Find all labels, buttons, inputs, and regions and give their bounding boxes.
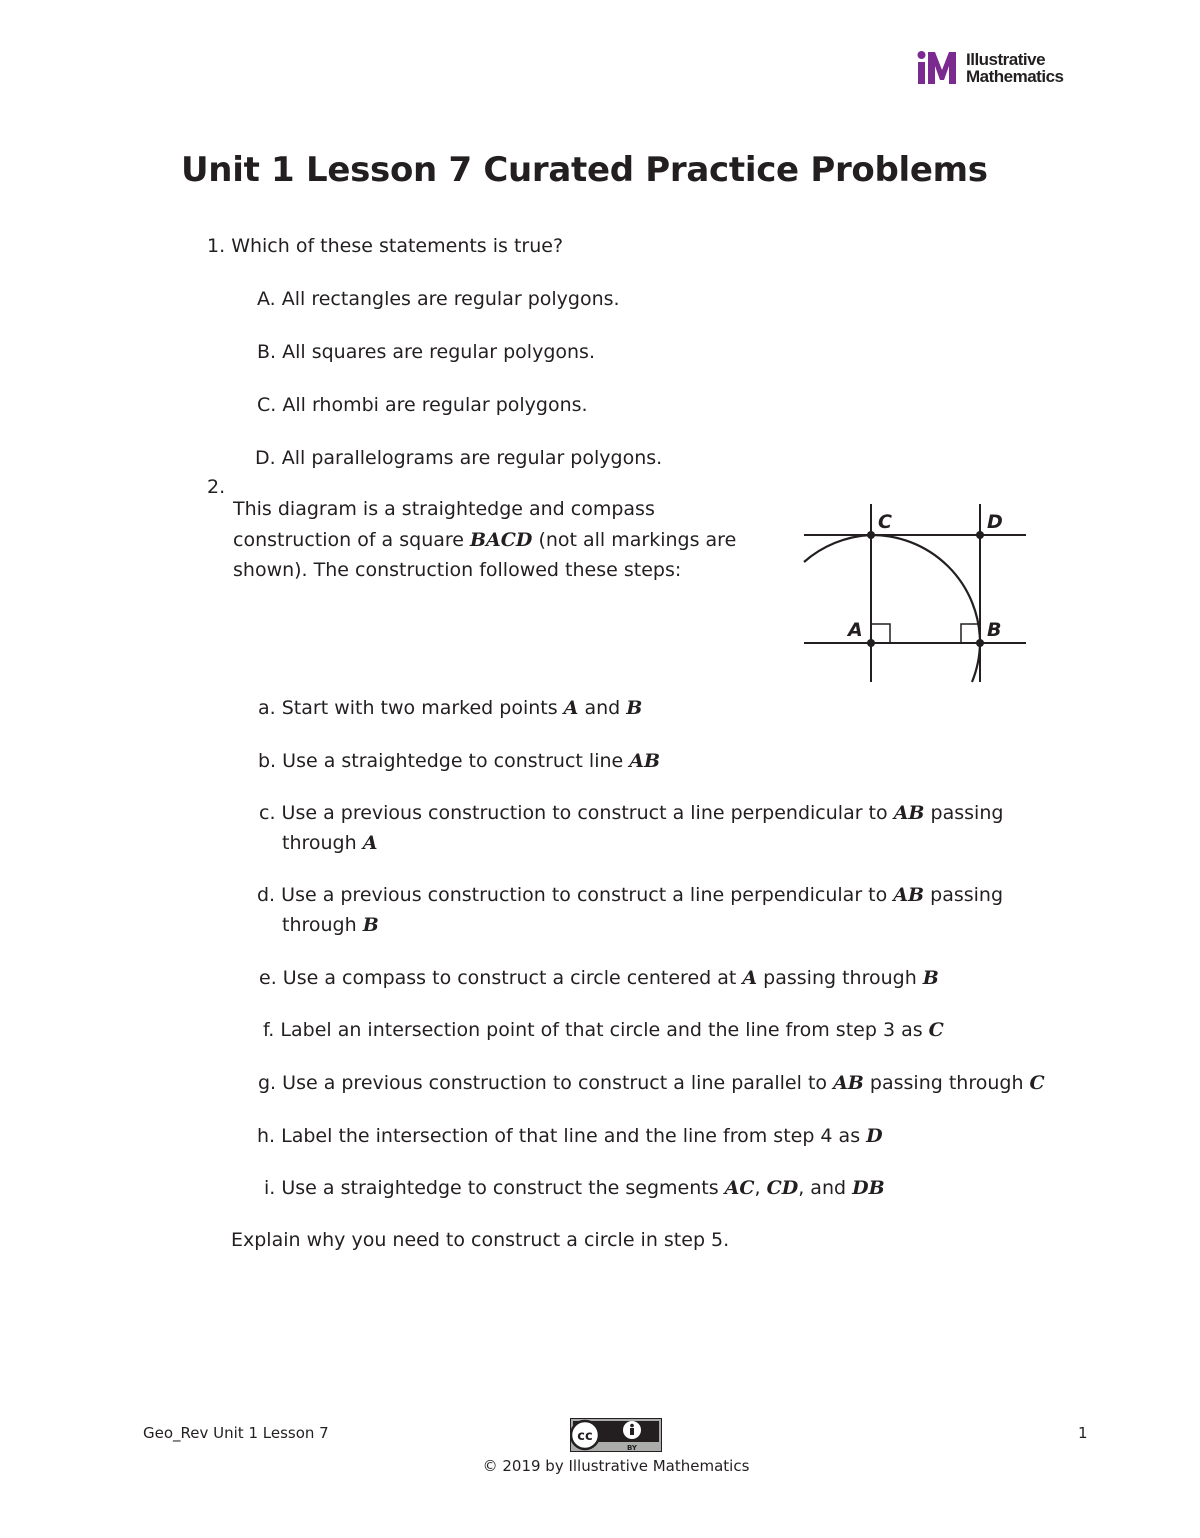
page-number: 1 — [1078, 1424, 1088, 1442]
step-b — [258, 749, 660, 773]
math-var: B — [626, 697, 643, 719]
option-c — [257, 393, 588, 417]
step-d-continued — [282, 913, 379, 937]
text: Start with two marked points — [281, 697, 564, 719]
math-var: CD — [766, 1177, 799, 1199]
math-var: A — [742, 967, 758, 989]
text: Label the intersection of that line and the line from step 4 as — [281, 1125, 867, 1147]
label-c: C — [878, 511, 892, 533]
math-var: AB — [629, 750, 661, 772]
option-text: All squares are regular polygons. — [282, 341, 595, 363]
label-b: B — [987, 619, 1002, 641]
point-a — [867, 639, 875, 647]
step-letter: i. — [264, 1177, 276, 1199]
point-c — [867, 531, 875, 539]
text: Use a straightedge to construct the segments — [281, 1177, 725, 1199]
text: Use a previous construction to construct a line parallel to — [282, 1072, 834, 1094]
text: construction of a square — [233, 529, 470, 551]
question-1 — [207, 234, 563, 258]
right-angle-mark-b — [961, 624, 980, 643]
page-title: Unit 1 Lesson 7 Curated Practice Problems — [181, 150, 988, 190]
text: , — [754, 1177, 767, 1199]
math-var: B — [362, 914, 379, 936]
question-number: 1. — [207, 235, 226, 257]
step-c — [259, 801, 1003, 825]
math-var: BACD — [470, 529, 533, 551]
svg-text:BY: BY — [626, 1444, 638, 1452]
text: through — [282, 832, 363, 854]
math-var: D — [866, 1125, 883, 1147]
math-var: AB — [893, 884, 925, 906]
step-letter: e. — [259, 967, 277, 989]
question-prompt: Which of these statements is true? — [231, 235, 564, 257]
text: passing — [924, 884, 1004, 906]
step-letter: f. — [263, 1019, 275, 1041]
step-a — [258, 696, 642, 720]
step-letter: b. — [258, 750, 277, 772]
label-d: D — [987, 511, 1003, 533]
im-logo-icon — [916, 50, 962, 86]
option-letter: B. — [257, 341, 277, 363]
copyright: © 2019 by Illustrative Mathematics — [482, 1457, 750, 1475]
step-letter: d. — [257, 884, 276, 906]
step-f — [263, 1018, 944, 1042]
illustrative-mathematics-logo — [916, 50, 1063, 86]
step-letter: g. — [258, 1072, 277, 1094]
step-i — [264, 1176, 885, 1200]
svg-text:cc: cc — [577, 1429, 593, 1444]
option-letter: C. — [257, 394, 277, 416]
math-var: AC — [724, 1177, 755, 1199]
logo-line-1: Illustrative — [966, 50, 1046, 69]
option-text: All parallelograms are regular polygons. — [281, 447, 663, 469]
square-construction-diagram — [800, 500, 1030, 685]
math-var: A — [362, 832, 378, 854]
text: , and — [798, 1177, 853, 1199]
math-var: DB — [852, 1177, 885, 1199]
point-d — [976, 531, 984, 539]
math-var: AB — [833, 1072, 864, 1094]
text: Use a previous construction to construct a line perpendicular to — [281, 884, 894, 906]
text: (not all markings are — [532, 529, 737, 551]
point-b — [976, 639, 984, 647]
option-d — [255, 446, 662, 470]
step-h — [257, 1124, 883, 1148]
math-var: A — [563, 697, 579, 719]
step-d — [257, 883, 1003, 907]
question-2-intro-line-2 — [233, 528, 736, 552]
compass-arc — [804, 535, 980, 682]
option-text: All rhombi are regular polygons. — [282, 394, 588, 416]
explain-prompt: Explain why you need to construct a circle in step 5. — [231, 1229, 730, 1251]
label-a: A — [848, 619, 863, 641]
text: Use a straightedge to construct line — [282, 750, 630, 772]
option-b — [257, 340, 595, 364]
step-letter: a. — [258, 697, 276, 719]
cc-by-icon — [570, 1418, 662, 1452]
text: passing through — [863, 1072, 1030, 1094]
text: through — [282, 914, 363, 936]
math-var: AB — [893, 802, 925, 824]
step-e — [259, 966, 939, 990]
option-text: All rectangles are regular polygons. — [281, 288, 620, 310]
question-2-intro-line-1: This diagram is a straightedge and compass — [233, 498, 655, 520]
step-g — [258, 1071, 1045, 1095]
math-var: B — [922, 967, 939, 989]
text: and — [578, 697, 627, 719]
text: passing — [924, 802, 1004, 824]
logo-line-2: Mathematics — [966, 67, 1064, 86]
text: Use a previous construction to construct a line perpendicular to — [281, 802, 894, 824]
question-2-intro-line-3: shown). The construction followed these steps: — [233, 559, 682, 581]
text: Label an intersection point of that circle and the line from step 3 as — [280, 1019, 929, 1041]
step-c-continued — [282, 831, 377, 855]
math-var: C — [928, 1019, 944, 1041]
step-letter: h. — [257, 1125, 276, 1147]
option-letter: A. — [257, 288, 276, 310]
option-letter: D. — [255, 447, 276, 469]
text: passing through — [757, 967, 923, 989]
math-var: C — [1029, 1072, 1045, 1094]
footer-unit-label: Geo_Rev Unit 1 Lesson 7 — [143, 1424, 329, 1442]
step-letter: c. — [259, 802, 276, 824]
option-a — [257, 287, 620, 311]
question-2-number: 2. — [207, 476, 226, 498]
text: Use a compass to construct a circle centered at — [282, 967, 743, 989]
right-angle-mark-a — [871, 624, 890, 643]
